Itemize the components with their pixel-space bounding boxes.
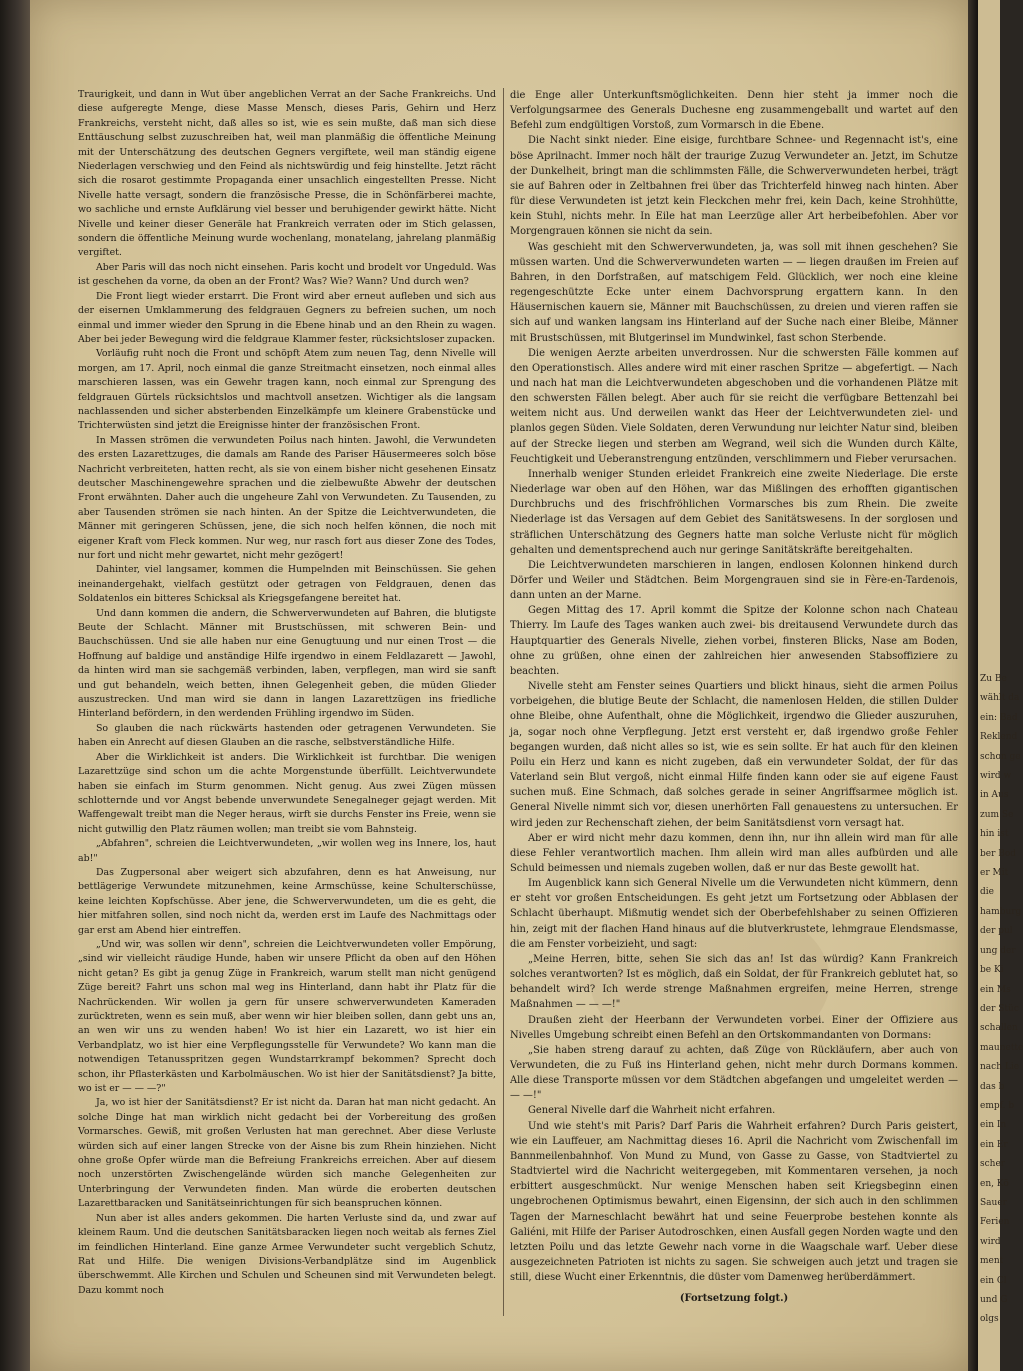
fragment-line: wird <box>980 1236 1001 1247</box>
fragment-line: und G <box>980 1295 1008 1305</box>
fragment-line: ein Cl <box>980 1275 1007 1286</box>
fragment-line: wählt da <box>980 693 1020 704</box>
continued-label: (Fortsetzung folgt.) <box>679 1293 789 1305</box>
paragraph: „Abfahren", schreien die Leichtverwundeten, „wir wollen weg ins Innere, los, haut ab!" <box>78 838 496 864</box>
paragraph: Draußen zieht der Heerbann der Verwundeten vorbei. Einer der Offiziere aus Nivelles Umgebung schreibt einen Befehl an den Ortskommandanten von Dormans: <box>510 1014 958 1041</box>
fragment-line: hamburg <box>980 906 1022 917</box>
paragraph: Ja, wo ist hier der Sanitätsdienst? Er ist nicht da. Daran hat man nicht gedacht. An solche Dinge hat man wirklich nicht gedacht bei der Vorbereitung des großen Vormarsches. Gewiß, mit großen Verlusten hat man gerechnet. Aber diese Verluste würden sich auf einer langen Strecke von der Aisne bis zum Rhein hinziehen. Nicht ohne große Opfer würde man die Befreiung Frankreichs erreichen. Aber auf diesem noch unzerstörten Zwischengelände würden sich manche Gelegenheiten zur Unterbringung der Verwundeten finden. Man würde die eroberten deutschen Lazarettbaracken und Sanitätseinrichtungen für sich beanspruchen können. <box>78 1097 496 1210</box>
fragment-line: ein: Bad <box>980 712 1018 723</box>
fragment-line: scher <box>980 1159 1006 1170</box>
paragraph: Aber er wird nicht mehr dazu kommen, denn ihn, nur ihn allein wird man für alle diese Fehler verantwortlich machen. Ihm allein wird man alles aufbürden und alle Schuld beimessen und niemals zugeben wollen, daß er nur das Beste gewollt hat. <box>510 832 958 874</box>
fragment-line: olgs <box>980 1314 999 1325</box>
paragraph: Gegen Mittag des 17. April kommt die Spitze der Kolonne schon nach Chateau Thierry. Im Laufe des Tages wanken auch zwei- bis dreitausend Verwundete durch das Hauptquartier des Generals Nivelle, ziehen vorbei, finsteren Blicks, Nase am Boden, ohne zu grüßen, ohne einen der zahlreichen hier anwesenden Stabsoffiziere zu beachten. <box>510 605 958 677</box>
paragraph: Das Zugpersonal aber weigert sich abzufahren, denn es hat Anweisung, nur bettlägerige Verwundete mitzunehmen, keine Armschüsse, keine Schulterschüsse, keine leichten Kopfschüsse. Aber jene, die Schwerverwundeten, um die es geht, die hier mitfahren sollen, sind noch nicht da, werden erst im Laufe des Nachmittags oder gar erst am Abend hier eintreffen. <box>78 866 496 936</box>
paragraph: „Sie haben streng darauf zu achten, daß Züge von Rückläufern, aber auch von Verwundeten, die zu Fuß ins Hinterland gehen, nicht mehr durch Dormans kommen. Alle diese Transporte müssen vor dem Städtchen abgefangen und umgeleitet werden — — —!" <box>510 1044 958 1102</box>
fragment-line: der Stüc <box>980 1003 1019 1014</box>
paragraph: Und dann kommen die andern, die Schwerverwundeten auf Bahren, die blutigste Beute der Schlacht. Männer mit Brustschüssen, mit schweren Bein- und Bauchschüssen. Und sie alle haben nur eine Genugtuung und nur einen Trost — die Hoffnung auf baldige und anständige Hilfe irgendwo in einem Feldlazarett — Jawohl, da hinten wird man sie sachgemäß verbinden, laben, verpflegen, man wird sie sanft und gut behandeln, weich betten, ihnen Gelegenheit geben, die müden Glieder auszustrecken. Und man wird sie dann in langen Lazarettzügen ins friedliche Hinterland befördern, in den werdenden Frühling irgendwo im Süden. <box>78 607 496 720</box>
paragraph: So glauben die nach rückwärts hastenden oder getragenen Verwundeten. Sie haben ein Anrecht auf diesen Glauben an die rasche, selbstverständliche Hilfe. <box>78 722 496 749</box>
fragment-line: ein In <box>980 1120 1007 1131</box>
fragment-line: empf. b <box>980 1100 1015 1111</box>
fragment-line: der pul <box>980 926 1013 937</box>
paragraph: Die Front liegt wieder erstarrt. Die Front wird aber erneut aufleben und sich aus der eisernen Umklammerung des feldgrauen Gegners zu befreien suchen, um noch einmal und immer wieder den Sprung in die Ebene hinab und an den Rhein zu wagen. Aber bei jeder Bewegung wird die feldgraue Klammer fester, rücksichtsloser zupacken. <box>78 290 496 345</box>
paragraph: Die Leichtverwundeten marschieren in langen, endlosen Kolonnen hinkend durch Dörfer und Weiler und Städtchen. Beim Morgengrauen sind sie in Fère-en-Tardenois, dann unten an der Marne. <box>510 559 958 602</box>
paragraph: Was geschieht mit den Schwerverwundeten, ja, was soll mit ihnen geschehen? Sie müssen warten. Und die Schwerverwundeten warten — — liegen draußen im Freien auf Bahren, in den Dorfstraßen, auf matschigem Feld. Glücklich, wer noch eine kleine regengeschützte Ecke unter einem Dachvorsprung ergattern kann. In den Häusernischen kauern sie, Männer mit Bauchschüssen, zu dreien und vieren raffen sie sich auf und wanken langsam ins Hinterland auf der Suche nach einer Bleibe, Männer mit Brustschüssen, mit Blutgerinsel im Mundwinkel, fast schon Sterbende. <box>510 241 958 344</box>
fragment-line: ber Bod <box>980 848 1017 859</box>
fragment-line: zum Se <box>980 809 1014 820</box>
paragraph: Vorläufig ruht noch die Front und schöpft Atem zum neuen Tag, denn Nivelle will morgen, am 17. April, noch einmal die ganze Streitmacht einsetzen, noch einmal alles marschieren lassen, was ein Gewehr tragen kann, noch einmal zur Sprengung des feldgrauen Gürtels rücksichtslos und machtvoll ansetzen. Wichtiger als die langsam nachlassenden und sicher absterbenden Einzelkämpfe um kleinere Grabenstücke und Trichterwüsten sind jetzt die Ereignisse hinter der französischen Front. <box>78 348 496 432</box>
fragment-line: Ferien <box>980 1217 1010 1228</box>
fragment-line: Zu Be <box>980 674 1007 684</box>
paragraph: Aber die Wirklichkeit ist anders. Die Wirklichkeit ist furchtbar. Die wenigen Lazarettzüge sind schon um die achte Morgenstunde überfüllt. Leichtverwundete haben sie einfach im Sturm genommen. Nicht genug. Aus zwei Zügen müssen schlotternde und vor Angst bebende unverwundete Senegalneger gejagt werden. Mit Waffengewalt treibt man die Neger heraus, wirft sie durchs Fenster ins Freie, wenn sie nicht gutwillig den Platz räumen wollen; man treibt sie vom Bahnsteig. <box>78 751 496 835</box>
fragment-line: Sauer <box>980 1197 1007 1208</box>
paragraph: Dahinter, viel langsamer, kommen die Humpelnden mit Beinschüssen. Sie gehen ineinandergehakt, vielfach gestützt oder getragen von Feldgrauen, denen das Soldatenlos ein bitteres Schicksal als Kriegsgefangene bereitet hat. <box>78 564 496 605</box>
fragment-line: er Mit <box>980 868 1009 879</box>
adjacent-page-edge <box>978 0 1023 1371</box>
paragraph: Innerhalb weniger Stunden erleidet Frankreich eine zweite Niederlage. Die erste Niederlage war oben auf den Höhen, war das Mißlingen des erhofften gigantischen Durchbruchs und des frischfröhlichen Vormarsches bis zum Rhein. Die zweite Niederlage ist das Versagen auf dem Gebiet des Sanitätswesens. In der sorglosen und sträflichen Unterschätzung des Gegners hatte man solche Verluste nicht für möglich gehalten und dementsprechend auch nur geringe Sanitätskräfte bereitgehalten. <box>510 468 958 556</box>
paragraph: Die wenigen Aerzte arbeiten unverdrossen. Nur die schwersten Fälle kommen auf den Operationstisch. Alles andere wird mit einer raschen Spritze — abgefertigt. — Nach und nach hat man die Leichtverwundeten abgeschoben und die vorhandenen Plätze mit den schwersten Fällen belegt. Aber auch für sie reicht die verfügbare Bettenzahl bei weitem nicht aus. Und derweilen wankt das Heer der Leichtverwundeten ziel- und planlos gegen Süden. Viele Soldaten, deren Verwundung nur leichter Natur sind, bleiben auf der Strecke liegen und sterben am Wegrand, weil sich die Wunden durch Kälte, Feuchtigkeit und Ueberanstrengung entzünden, verschlimmern und Fieber verursachen. <box>510 347 958 465</box>
fragment-line: ung der <box>980 945 1016 956</box>
fragment-line: das b <box>980 1081 1005 1092</box>
fragment-line: ein Er <box>980 1139 1008 1150</box>
page-gutter <box>968 0 978 1371</box>
paragraph: Nivelle steht am Fenster seines Quartiers und blickt hinaus, sieht die armen Poilus vorbeigehen, die blutige Beute der Schlacht, die namenlosen Helden, die stillen Dulder ohne Bleibe, ohne Aufenthalt, ohne die Möglichkeit, irgendwo die Glieder auszuruhen, ja, sogar noch ohne Verpflegung. Jetzt erst versteht er, daß irgendwo große Fehler begangen wurden, daß nicht alles so ist, wie es sein sollte. Er hat auch für den kleinen Poilu ein Herz und kann es nicht zugeben, daß ein verwundeter Soldat, der für das Vaterland sein Blut vergoß, nicht einmal Hilfe finden kann oder sie auf eigene Faust suchen muß. Eine Schmach, daß solches gerade in seiner Angriffsarmee möglich ist. General Nivelle nimmt sich vor, diesen unerhörten Fall genauestens zu untersuchen. Er wird jeden zur Rechenschaft ziehen, der beim Sanitätsdienst vorn versagt hat. <box>510 681 958 829</box>
fragment-line: in Aus <box>980 790 1009 801</box>
paragraph: Im Augenblick kann sich General Nivelle um die Verwundeten nicht kümmern, denn er steht vor großen Entscheidungen. Es geht jetzt um Fortsetzung oder Abblasen der Schlacht überhaupt. Mißmutig wendet sich der Oberbefehlshaber zu seinen Offizieren hin, zeigt mit der flachen Hand hinaus auf die blutverkrustete, lehmgraue Elendsmasse, die am Fenster vorbeizieht, und sagt: <box>510 878 958 950</box>
paragraph: Und wie steht's mit Paris? Darf Paris die Wahrheit erfahren? Durch Paris geistert, wie ein Lauffeuer, am Nachmittag dieses 16. April die Nachricht vom Zwischenfall im Bannmeilenbahnhof. Von Mund zu Mund, von Gasse zu Gasse, von Stadtviertel zu Stadtviertel wird die Nachricht weitergegeben, mit Kommentaren versehen, ja noch erbittert ausgeschmückt. Nur wenige Menschen haben seit Kriegsbeginn einen ungebrochenen Optimismus bewahrt, einen Eigensinn, der sich auch in den schlimmen Tagen der Marneschlacht bewährt hat und seine Feuerprobe bestehen konnte als Galiéni, mit Hilfe der Pariser Autodroschken, einen Ausfall gegen Norden wagte und den letzten Poilu und das letzte Gewehr nach vorne in die Waagschale warf. Ueber diese ausgezeichneten Patrioten ist nichts zu sagen. Sie schweigen auch jetzt und tragen sie still, diese Wucht einer Erkenntnis, die düster vom Damenweg herüberdämmert. <box>510 1120 958 1284</box>
fragment-line: nach Lie <box>980 1062 1020 1073</box>
left-text-column <box>78 88 496 1338</box>
fragment-line: ment <box>980 1256 1004 1267</box>
fragment-line: ein Ms <box>980 984 1011 995</box>
fragment-line: hin ist <box>980 829 1009 840</box>
adjacent-page-text-fragments <box>978 670 1023 1330</box>
fragment-line: maunette <box>980 1042 1023 1053</box>
paragraph: die Enge aller Unterkunftsmöglichkeiten. Denn hier steht ja immer noch die Verfolgungsarmee des Generals Duchesne eng zusammengeballt und wartet auf den Befehl zum endgültigen Vorstoß, zum Vormarsch in die Ebene. <box>510 90 958 132</box>
paragraph: „Meine Herren, bitte, sehen Sie sich das an! Ist das würdig? Kann Frankreich solches verantworten? Ist es möglich, daß ein Soldat, der für Frankreich geblutet hat, so behandelt wird? Ich werde strenge Maßnahmen ergreifen, meine Herren, strenge Maßnahmen — — —!" <box>510 953 958 1011</box>
book-binding-left <box>0 0 30 1371</box>
fragment-line: en, Kö <box>980 1178 1009 1189</box>
paragraph: „Und wir, was sollen wir denn", schreien die Leichtverwundeten voller Empörung, „sind wir vielleicht räudige Hunde, haben wir unsere Pflicht da oben auf den Höhen nicht getan? Es gibt ja genug Züge in Frankreich, warum stellt man nicht genügend Züge bereit? Fahrt uns schon mal weg ins Hinterland, dann habt ihr Platz für die Nachrückenden. Wir wollen ja gern für unsere schwerverwundeten Kameraden zurücktreten, wenn es sein muß, aber wenn wir hier bleiben sollen, dann gebt uns an, an wen wir uns zu wenden haben! Wo ist hier ein Lazarett, wo ist hier ein Verbandplatz, wo ist hier eine Verpflegungsstelle für Verwundete? Wo kann man die notwendigen Tetanusspritzen gegen Wundstarrkrampf bekommen? Sprecht doch schon, ihr Pflasterkästen und Karbolmäuschen. Wo ist hier der Sanitätsdienst? Ja bitte, wo ist er — — —?" <box>78 938 496 1095</box>
paragraph: General Nivelle darf die Wahrheit nicht erfahren. <box>528 1105 776 1117</box>
fragment-line: schallen <box>980 1023 1018 1034</box>
paragraph: Die Nacht sinkt nieder. Eine eisige, furchtbare Schnee- und Regennacht ist's, eine böse Aprilnacht. Immer noch hält der traurige Zuzug Verwundeter an. Jetzt, im Schutze der Dunkelheit, bringt man die schlimmsten Fälle, die Schwerverwundeten herbei, trägt sie auf Bahren oder in Zeltbahnen frei über das Trichterfeld hinweg nach hinten. Aber für diese Verwundeten ist jetzt kein Fleckchen mehr frei, kein Dach, keine Strohhütte, kein Stuhl, nichts mehr. In Eile hat man Leerzüge aller Art herbeibefohlen. Aber vor Morgengrauen können sie nicht da sein. <box>510 135 958 238</box>
column-separator <box>503 88 504 1316</box>
paragraph: In Massen strömen die verwundeten Poilus nach hinten. Jawohl, die Verwundeten des ersten Lazarettzuges, die damals am Rande des Pariser Häusermeeres solch böse Nachricht verbreiteten, hatten recht, als sie von einem bisher nicht gesehenen Einsatz deutscher Maschinengewehre sprachen und die zielbewußte Abwehr der deutschen Front erwähnten. Daher auch die ungeheure Zahl von Verwundeten. Zu Tausenden, zu aber Tausenden strömen sie nach hinten. An der Spitze die Leichtverwundeten, die Männer mit geringeren Schüssen, jene, die sich noch helfen können, die noch mit eigener Kraft vom Fleck kommen. Nur weg, nur rasch fort aus dieser Zone des Todes, nur fort und nicht mehr gewartet, nicht mehr gezögert! <box>78 434 496 561</box>
fragment-line: schon ge <box>980 751 1021 762</box>
paragraph: Nun aber ist alles anders gekommen. Die harten Verluste sind da, und zwar auf kleinem Raum. Und die deutschen Sanitätsbaracken liegen noch weitab als fernes Ziel im feindlichen Hinterland. Eine ganze Armee Verwundeter sucht vergeblich Schutz, Rat und Hilfe. Die wenigen Divisions-Verbandplätze sind im Augenblick überschwemmt. Alle Kirchen und Schulen und Scheunen sind mit Verwundeten belegt. Dazu kommt noch <box>78 1212 496 1296</box>
fragment-line: die <box>980 887 994 898</box>
fragment-line: Reklend <box>980 732 1018 743</box>
paragraph: Traurigkeit, und dann in Wut über angeblichen Verrat an der Sache Frankreichs. Und diese aufgeregte Menge, diese Masse Mensch, dieses Paris, Gehirn und Herz Frankreichs, versteht nicht, daß alles so ist, wie es sein mußte, daß man sich diese Enttäuschung selbst zuzuschreiben hat, weil man planmäßig die öffentliche Meinung mit der Unterschätzung des deutschen Gegners vergiftete, weil man ständig eigene Niederlagen verschwieg und den Feind als nichtswürdig und feig hinstellte. Jetzt rächt sich die rosarot gestimmte Propaganda einer unsachlich eingestellten Presse. Nicht Nivelle hatte versagt, sondern die französische Presse, die in Schönfärberei machte, wo sachliche und ernste Aufklärung viel besser und beruhigender gewirkt hätte. Nicht Nivelle und keiner dieser Generäle hat Frankreich verraten oder im Stich gelassen, sondern die öffentliche Meinung wurde wochenlang, monatelang, jahrelang planmäßig vergiftet. <box>78 89 496 259</box>
right-text-column <box>510 88 958 1320</box>
fragment-line: wird w <box>980 771 1012 782</box>
fragment-line: be Ki <box>980 965 1004 976</box>
paragraph: Aber Paris will das noch nicht einsehen. Paris kocht und brodelt vor Ungeduld. Was ist geschehen da vorne, da oben an der Front? Was? Wie? Wann? Und durch wen? <box>78 261 496 288</box>
